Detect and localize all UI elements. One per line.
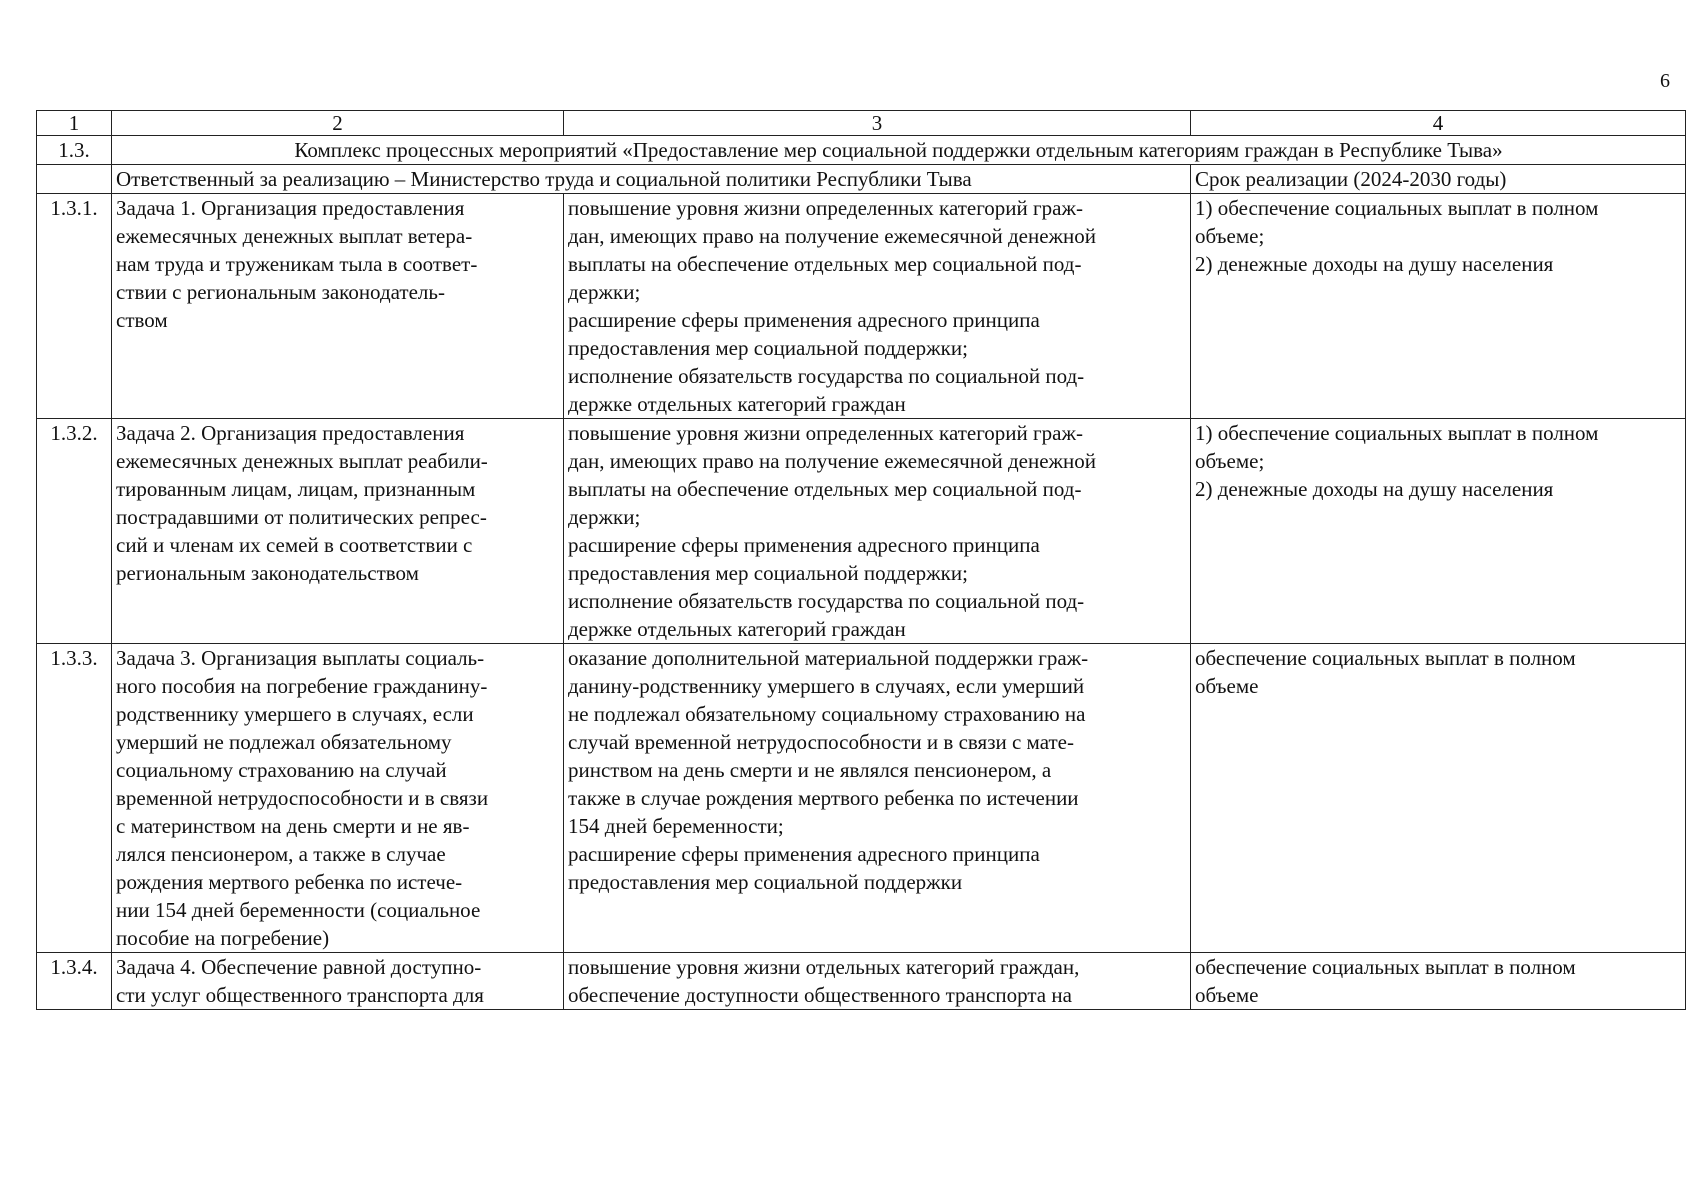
table-row [37, 953, 1686, 1010]
task-cell: Задача 2. Организация предоставления ежемесячных денежных выплат реабили- тированным лицам, лицам, признанным пострадавшими от политических репрес- сий и членам их семей в соответствии с региональным законодательством [112, 419, 564, 644]
row-number: 1.3.4. [37, 953, 112, 1010]
responsible-period: Срок реализации (2024-2030 годы) [1191, 165, 1686, 194]
responsible-text: Ответственный за реализацию – Министерство труда и социальной политики Республики Тыва [112, 165, 1191, 194]
indicators-cell: обеспечение социальных выплат в полном объеме [1191, 953, 1686, 1010]
complex-row [37, 136, 1686, 165]
column-number-header [37, 111, 1686, 136]
responsible-row [37, 165, 1686, 194]
indicators-cell: 1) обеспечение социальных выплат в полном объеме; 2) денежные доходы на душу населения [1191, 419, 1686, 644]
effects-cell: повышение уровня жизни определенных категорий граж- дан, имеющих право на получение ежемесячной денежной выплаты на обеспечение отдельных мер социальной под- держки; расширение сферы применения адресного принципа предоставления мер социальной поддержки; исполнение обязательств государства по социальной под- держке отдельных категорий граждан [564, 194, 1191, 419]
table-row [37, 194, 1686, 419]
effects-cell: оказание дополнительной материальной поддержки граж- данину-родственнику умершего в случаях, если умерший не подлежал обязательному социальному страхованию на случай временной нетрудоспособности и в связи с мате- ринством на день смерти и не являлся пенсионером, а также в случае рождения мертвого ребенка по истечении 154 дней беременности; расширение сферы применения адресного принципа предоставления мер социальной поддержки [564, 644, 1191, 953]
task-cell: Задача 3. Организация выплаты социаль- ного пособия на погребение гражданину- родственнику умершего в случаях, если умерший не подлежал обязательному социальному страхованию на случай временной нетрудоспособности и в связи с материнством на день смерти и не яв- лялся пенсионером, а также в случае рождения мертвого ребенка по истече- нии 154 дней беременности (социальное пособие на погребение) [112, 644, 564, 953]
task-cell: Задача 1. Организация предоставления ежемесячных денежных выплат ветера- нам труда и труженикам тыла в соответ- ствии с региональным законодатель- ством [112, 194, 564, 419]
header-col-3: 3 [564, 111, 1191, 136]
table-row [37, 644, 1686, 953]
responsible-empty-cell [37, 165, 112, 194]
indicators-cell: обеспечение социальных выплат в полном объеме [1191, 644, 1686, 953]
row-number: 1.3.3. [37, 644, 112, 953]
header-col-1: 1 [37, 111, 112, 136]
row-number: 1.3.2. [37, 419, 112, 644]
effects-cell: повышение уровня жизни отдельных категорий граждан, обеспечение доступности общественного транспорта на [564, 953, 1191, 1010]
task-cell: Задача 4. Обеспечение равной доступно- сти услуг общественного транспорта для [112, 953, 564, 1010]
table-row [37, 419, 1686, 644]
header-col-2: 2 [112, 111, 564, 136]
row-number: 1.3.1. [37, 194, 112, 419]
header-col-4: 4 [1191, 111, 1686, 136]
indicators-cell: 1) обеспечение социальных выплат в полном объеме; 2) денежные доходы на душу населения [1191, 194, 1686, 419]
complex-number: 1.3. [37, 136, 112, 165]
effects-cell: повышение уровня жизни определенных категорий граж- дан, имеющих право на получение ежемесячной денежной выплаты на обеспечение отдельных мер социальной под- держки; расширение сферы применения адресного принципа предоставления мер социальной поддержки; исполнение обязательств государства по социальной под- держке отдельных категорий граждан [564, 419, 1191, 644]
page-number: 6 [1660, 70, 1670, 92]
complex-title: Комплекс процессных мероприятий «Предоставление мер социальной поддержки отдельным категориям граждан в Республике Тыва» [112, 136, 1686, 165]
measures-table [36, 110, 1686, 1010]
